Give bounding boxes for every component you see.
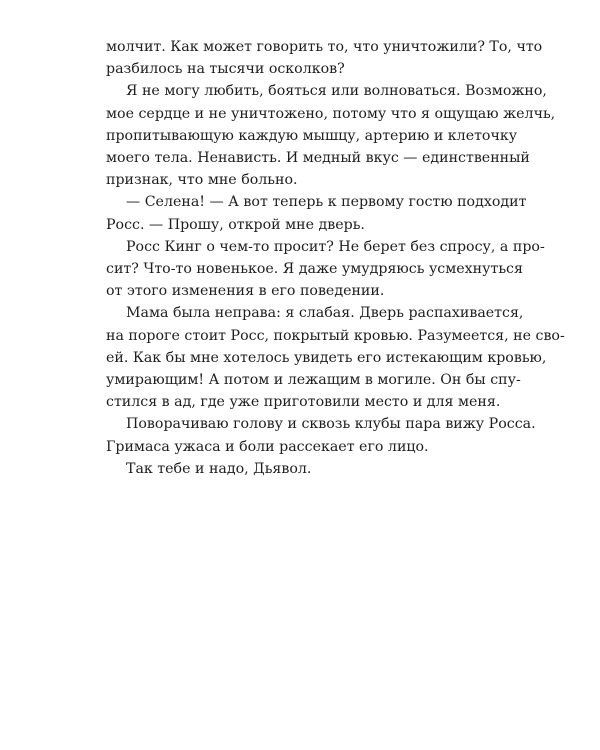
text-line: Я не могу любить, бояться или волноваться. Возможно,: [126, 83, 547, 100]
paragraph-3: [106, 191, 527, 235]
text-line: Гримаса ужаса и боли рассекает его лицо.: [106, 438, 429, 455]
text-line: разбилось на тысячи осколков?: [106, 61, 345, 78]
paragraph-1: [106, 36, 543, 80]
paragraph-2: [106, 80, 556, 191]
text-line: Росс Кинг о чем-то просит? Не берет без спросу, а про-: [126, 238, 545, 255]
text-line: моего тела. Ненависть. И медный вкус — единственный: [106, 150, 530, 167]
body-text: [106, 36, 565, 480]
text-line: молчит. Как может говорить то, что уничтожили? То, что: [106, 39, 543, 55]
paragraph-7: [106, 458, 498, 480]
text-line: Мама была неправа: я слабая. Дверь распахивается,: [126, 305, 524, 322]
text-line: Поворачиваю голову и сквозь клубы пара вижу Росса.: [126, 416, 536, 433]
text-line: — Селена! — А вот теперь к первому гостю подходит: [126, 194, 527, 211]
text-line: Росс. — Прошу, открой мне дверь.: [106, 216, 365, 233]
text-line: мое сердце и не уничтожено, потому что я ощущаю желчь,: [106, 105, 556, 122]
text-line: стился в ад, где уже приготовили место и для меня.: [106, 394, 501, 411]
text-line: сит? Что-то новенькое. Я даже умудряюсь усмехнуться: [106, 261, 523, 278]
text-line: на пороге стоит Росс, покрытый кровью. Разумеется, не сво-: [106, 327, 565, 344]
text-line: умирающим! А потом и лежащим в могиле. Он бы спу-: [106, 372, 521, 389]
paragraph-6: [106, 413, 536, 457]
text-line: ей. Как бы мне хотелось увидеть его истекающим кровью,: [106, 349, 547, 366]
text-line: признак, что мне больно.: [106, 172, 298, 189]
text-line: Так тебе и надо, Дьявол.: [126, 460, 312, 477]
paragraph-4: [106, 236, 545, 303]
text-line: пропитывающую каждую мышцу, артерию и клеточку: [106, 127, 518, 144]
paragraph-5: [106, 302, 565, 413]
text-line: от этого изменения в его поведении.: [106, 283, 385, 300]
